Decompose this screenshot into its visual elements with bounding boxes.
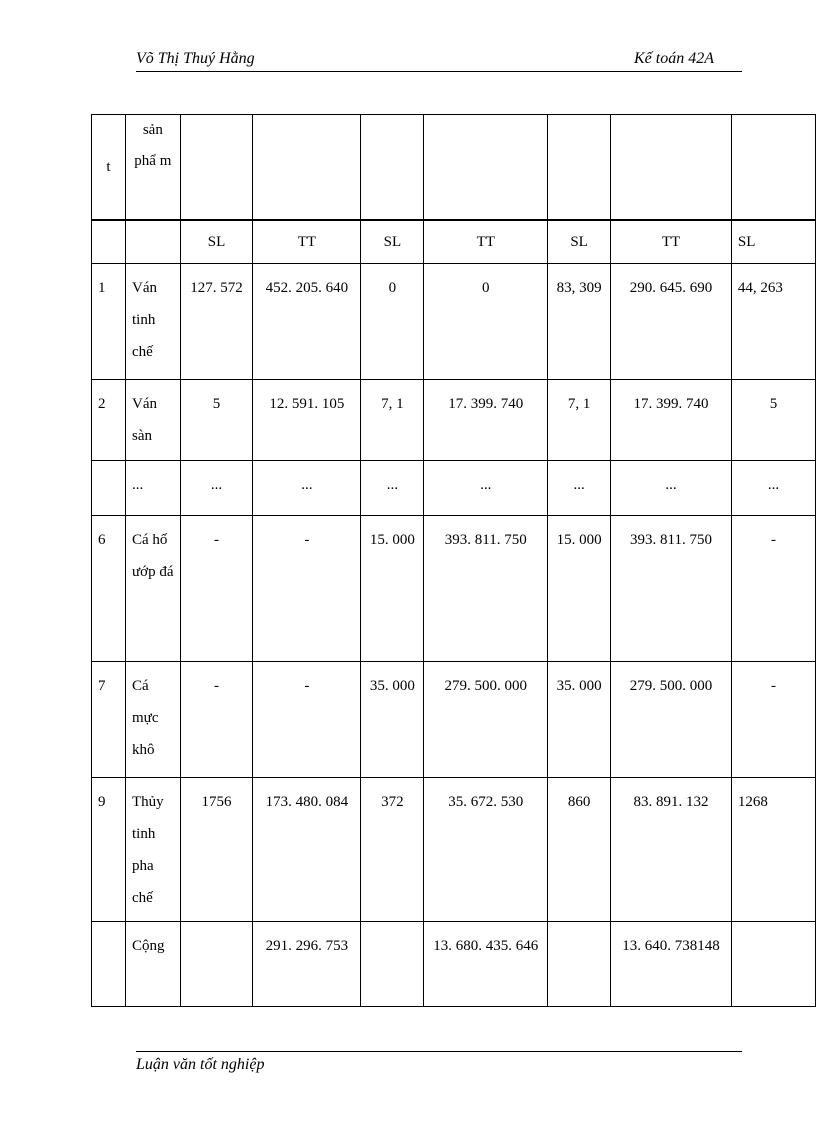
subheader-blank-stt: [92, 220, 126, 264]
row-cell: 0: [424, 264, 548, 380]
row-cell: [361, 922, 424, 1007]
row-cell: -: [731, 516, 815, 662]
table-row: [92, 461, 816, 516]
row-cell: ...: [253, 461, 361, 516]
row-name: Thủy tinh pha chế: [126, 778, 181, 922]
row-cell: -: [180, 662, 253, 778]
row-cell: 5: [731, 380, 815, 461]
subheader-cell: TT: [253, 220, 361, 264]
footer-rule: [136, 1051, 742, 1052]
row-cell: 7, 1: [548, 380, 611, 461]
table-row: [92, 264, 816, 380]
row-cell: 372: [361, 778, 424, 922]
row-cell: 5: [180, 380, 253, 461]
header-author: Võ Thị Thuý Hằng: [136, 50, 255, 67]
header-group-2-a: [361, 115, 424, 221]
row-cell: 0: [361, 264, 424, 380]
row-cell: 290. 645. 690: [611, 264, 732, 380]
row-stt: 1: [92, 264, 126, 380]
row-stt: [92, 922, 126, 1007]
subheader-cell: SL: [180, 220, 253, 264]
header-product: sản phẩ m: [126, 115, 181, 221]
row-cell: ...: [424, 461, 548, 516]
table-total-row: [92, 922, 816, 1007]
row-cell: 860: [548, 778, 611, 922]
row-cell: -: [253, 516, 361, 662]
row-cell: [180, 922, 253, 1007]
header-group-4-a: [731, 115, 815, 221]
header-group-1-b: [253, 115, 361, 221]
row-cell: 1268: [731, 778, 815, 922]
table-row: [92, 516, 816, 662]
row-name: Cộng: [126, 922, 181, 1007]
table-subheader-row: [92, 220, 816, 264]
header-class: Kế toán 42A: [634, 50, 714, 67]
row-cell: 127. 572: [180, 264, 253, 380]
row-name: Ván sàn: [126, 380, 181, 461]
table-row: [92, 778, 816, 922]
row-cell: [731, 922, 815, 1007]
row-cell: 1756: [180, 778, 253, 922]
subheader-cell: SL: [548, 220, 611, 264]
header-group-2-b: [424, 115, 548, 221]
row-stt: 2: [92, 380, 126, 461]
row-name: Cá hố ướp đá: [126, 516, 181, 662]
row-cell: 35. 000: [548, 662, 611, 778]
row-stt: 9: [92, 778, 126, 922]
header-group-3-b: [611, 115, 732, 221]
row-cell: 15. 000: [548, 516, 611, 662]
header-stt: t: [92, 115, 126, 221]
row-cell: 35. 672. 530: [424, 778, 548, 922]
row-cell: 83. 891. 132: [611, 778, 732, 922]
row-cell: 15. 000: [361, 516, 424, 662]
row-cell: 44, 263: [731, 264, 815, 380]
row-cell: ...: [731, 461, 815, 516]
row-cell: -: [180, 516, 253, 662]
row-cell: 12. 591. 105: [253, 380, 361, 461]
row-name: Ván tinh chế: [126, 264, 181, 380]
row-cell: [548, 922, 611, 1007]
row-name: ...: [126, 461, 181, 516]
subheader-cell: SL: [731, 220, 815, 264]
row-cell: 393. 811. 750: [424, 516, 548, 662]
footer-text: Luận văn tốt nghiệp: [136, 1056, 265, 1073]
row-cell: 173. 480. 084: [253, 778, 361, 922]
subheader-blank-name: [126, 220, 181, 264]
header-group-1-a: [180, 115, 253, 221]
table-row: [92, 380, 816, 461]
row-cell: ...: [180, 461, 253, 516]
row-cell: 452. 205. 640: [253, 264, 361, 380]
row-cell: ...: [548, 461, 611, 516]
row-cell: 13. 680. 435. 646: [424, 922, 548, 1007]
row-cell: 279. 500. 000: [424, 662, 548, 778]
row-stt: 7: [92, 662, 126, 778]
subheader-cell: TT: [611, 220, 732, 264]
row-cell: 83, 309: [548, 264, 611, 380]
row-cell: 35. 000: [361, 662, 424, 778]
header-group-3-a: [548, 115, 611, 221]
row-cell: 279. 500. 000: [611, 662, 732, 778]
table-header-row: [92, 115, 816, 221]
table-row: [92, 662, 816, 778]
inventory-table: [91, 114, 816, 1007]
row-cell: 7, 1: [361, 380, 424, 461]
row-cell: 393. 811. 750: [611, 516, 732, 662]
row-cell: 291. 296. 753: [253, 922, 361, 1007]
row-cell: 17. 399. 740: [424, 380, 548, 461]
row-cell: -: [253, 662, 361, 778]
row-cell: 17. 399. 740: [611, 380, 732, 461]
row-cell: 13. 640. 738148: [611, 922, 732, 1007]
row-stt: [92, 461, 126, 516]
header-rule: [136, 71, 742, 72]
row-cell: ...: [611, 461, 732, 516]
row-name: Cá mực khô: [126, 662, 181, 778]
row-cell: ...: [361, 461, 424, 516]
subheader-cell: TT: [424, 220, 548, 264]
row-stt: 6: [92, 516, 126, 662]
subheader-cell: SL: [361, 220, 424, 264]
row-cell: -: [731, 662, 815, 778]
